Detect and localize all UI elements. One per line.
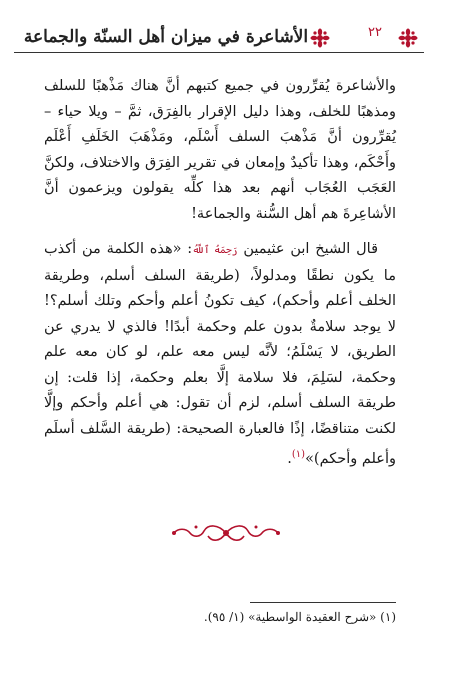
floral-divider-icon: [166, 522, 286, 544]
quote-paragraph: قال الشيخ ابن عثيمين رَحِمَهُ ٱللَّهُ: «هذه الكلمة من أكذب ما يكون نطقًا ومدلولاً، (طريقة السلف أسلم، وطريقة الخلف أعلم وأحكم)، كيف تكونُ أعلم وأحكم وتلك أسلم؟! لا يوجد سلامةٌ بدون علم وحكمة أبدًا! فالذي لا يدري عن الطريق، لا يَسْلَمُ؛ لأنَّه ليس معه علم، لو كان معه علم وحكمة، لسَلِمَ، فلا سلامة إلَّا بعلم وحكمة، إذا قلت: إن طريقة السلف أسلم، لزم أن تقول: هي أعلم وأحكم وإلَّا لكنت متناقضًا، إذًا فالعبارة الصحيحة: (طريقة السَّلف أسلَم وأعلم وأحكم)»$^{(١)}$.: [44, 241, 396, 467]
floral-ornament-icon: [398, 28, 418, 48]
footnote-number: (١): [380, 610, 396, 624]
main-text: [44, 74, 396, 472]
quote-body: : «هذه الكلمة من أكذب ما يكون نطقًا ومدلولاً، (طريقة السلف أسلم، وطريقة الخلف أعلم وأحكم)، كيف تكونُ أعلم وأحكم وتلك أسلم؟! لا يوجد سلامةٌ بدون علم وحكمة أبدًا! فالذي لا يدري عن الطريق، لا يَسْلَمُ؛ لأنَّه ليس معه علم، لو كان معه علم وحكمة، لسَلِمَ، فلا سلامة إلَّا بعلم وحكمة، إذا قلت: إن طريقة السلف أسلم، لزم أن تقول: هي أعلم وأحكم وإلَّا لكنت متناقضًا، إذًا فالعبارة الصحيحة: (طريقة السَّلف أسلَم وأعلم وأحكم)»: [44, 241, 396, 467]
running-title: الأشاعرة في ميزان أهل السنّة والجماعة: [23, 27, 309, 47]
page-header: [14, 22, 424, 52]
page-number: ٢٢: [368, 25, 382, 40]
footnote: [44, 608, 396, 626]
paragraph: والأشاعرة يُقرِّرون في جميع كتبهم أنَّ هناك مَذْهبًا للسلف ومذهبًا للخلف، وهذا دليل الإقرار بالفِرَق، ثمَّ – ويلا حياء – يُقرِّرون أنَّ مَذْهبَ السلف أَسْلَم، ومَذْهَبَ الخَلَفِ أَعْلَم وأَحْكَم، وهذا تأكيدٌ وإمعان في تقرير الفِرَق والاختلاف، ولكنَّ العَجَب العُجَاب أنهم بعد هذا كلِّه يقولون ويزعمون أنَّ الأشاعِرةَ هم أهل السُّنة والجماعة!: [44, 78, 396, 222]
quote-intro: قال الشيخ ابن عثيمين: [243, 241, 378, 257]
header-divider: [14, 52, 424, 53]
honorific: رَحِمَهُ ٱللَّهُ: [192, 245, 238, 256]
footnote-divider: [250, 602, 396, 603]
footnote-marker: (١): [291, 449, 306, 460]
footnote-text: «شرح العقيدة الواسطية» (١/ ٩٥).: [203, 610, 377, 624]
